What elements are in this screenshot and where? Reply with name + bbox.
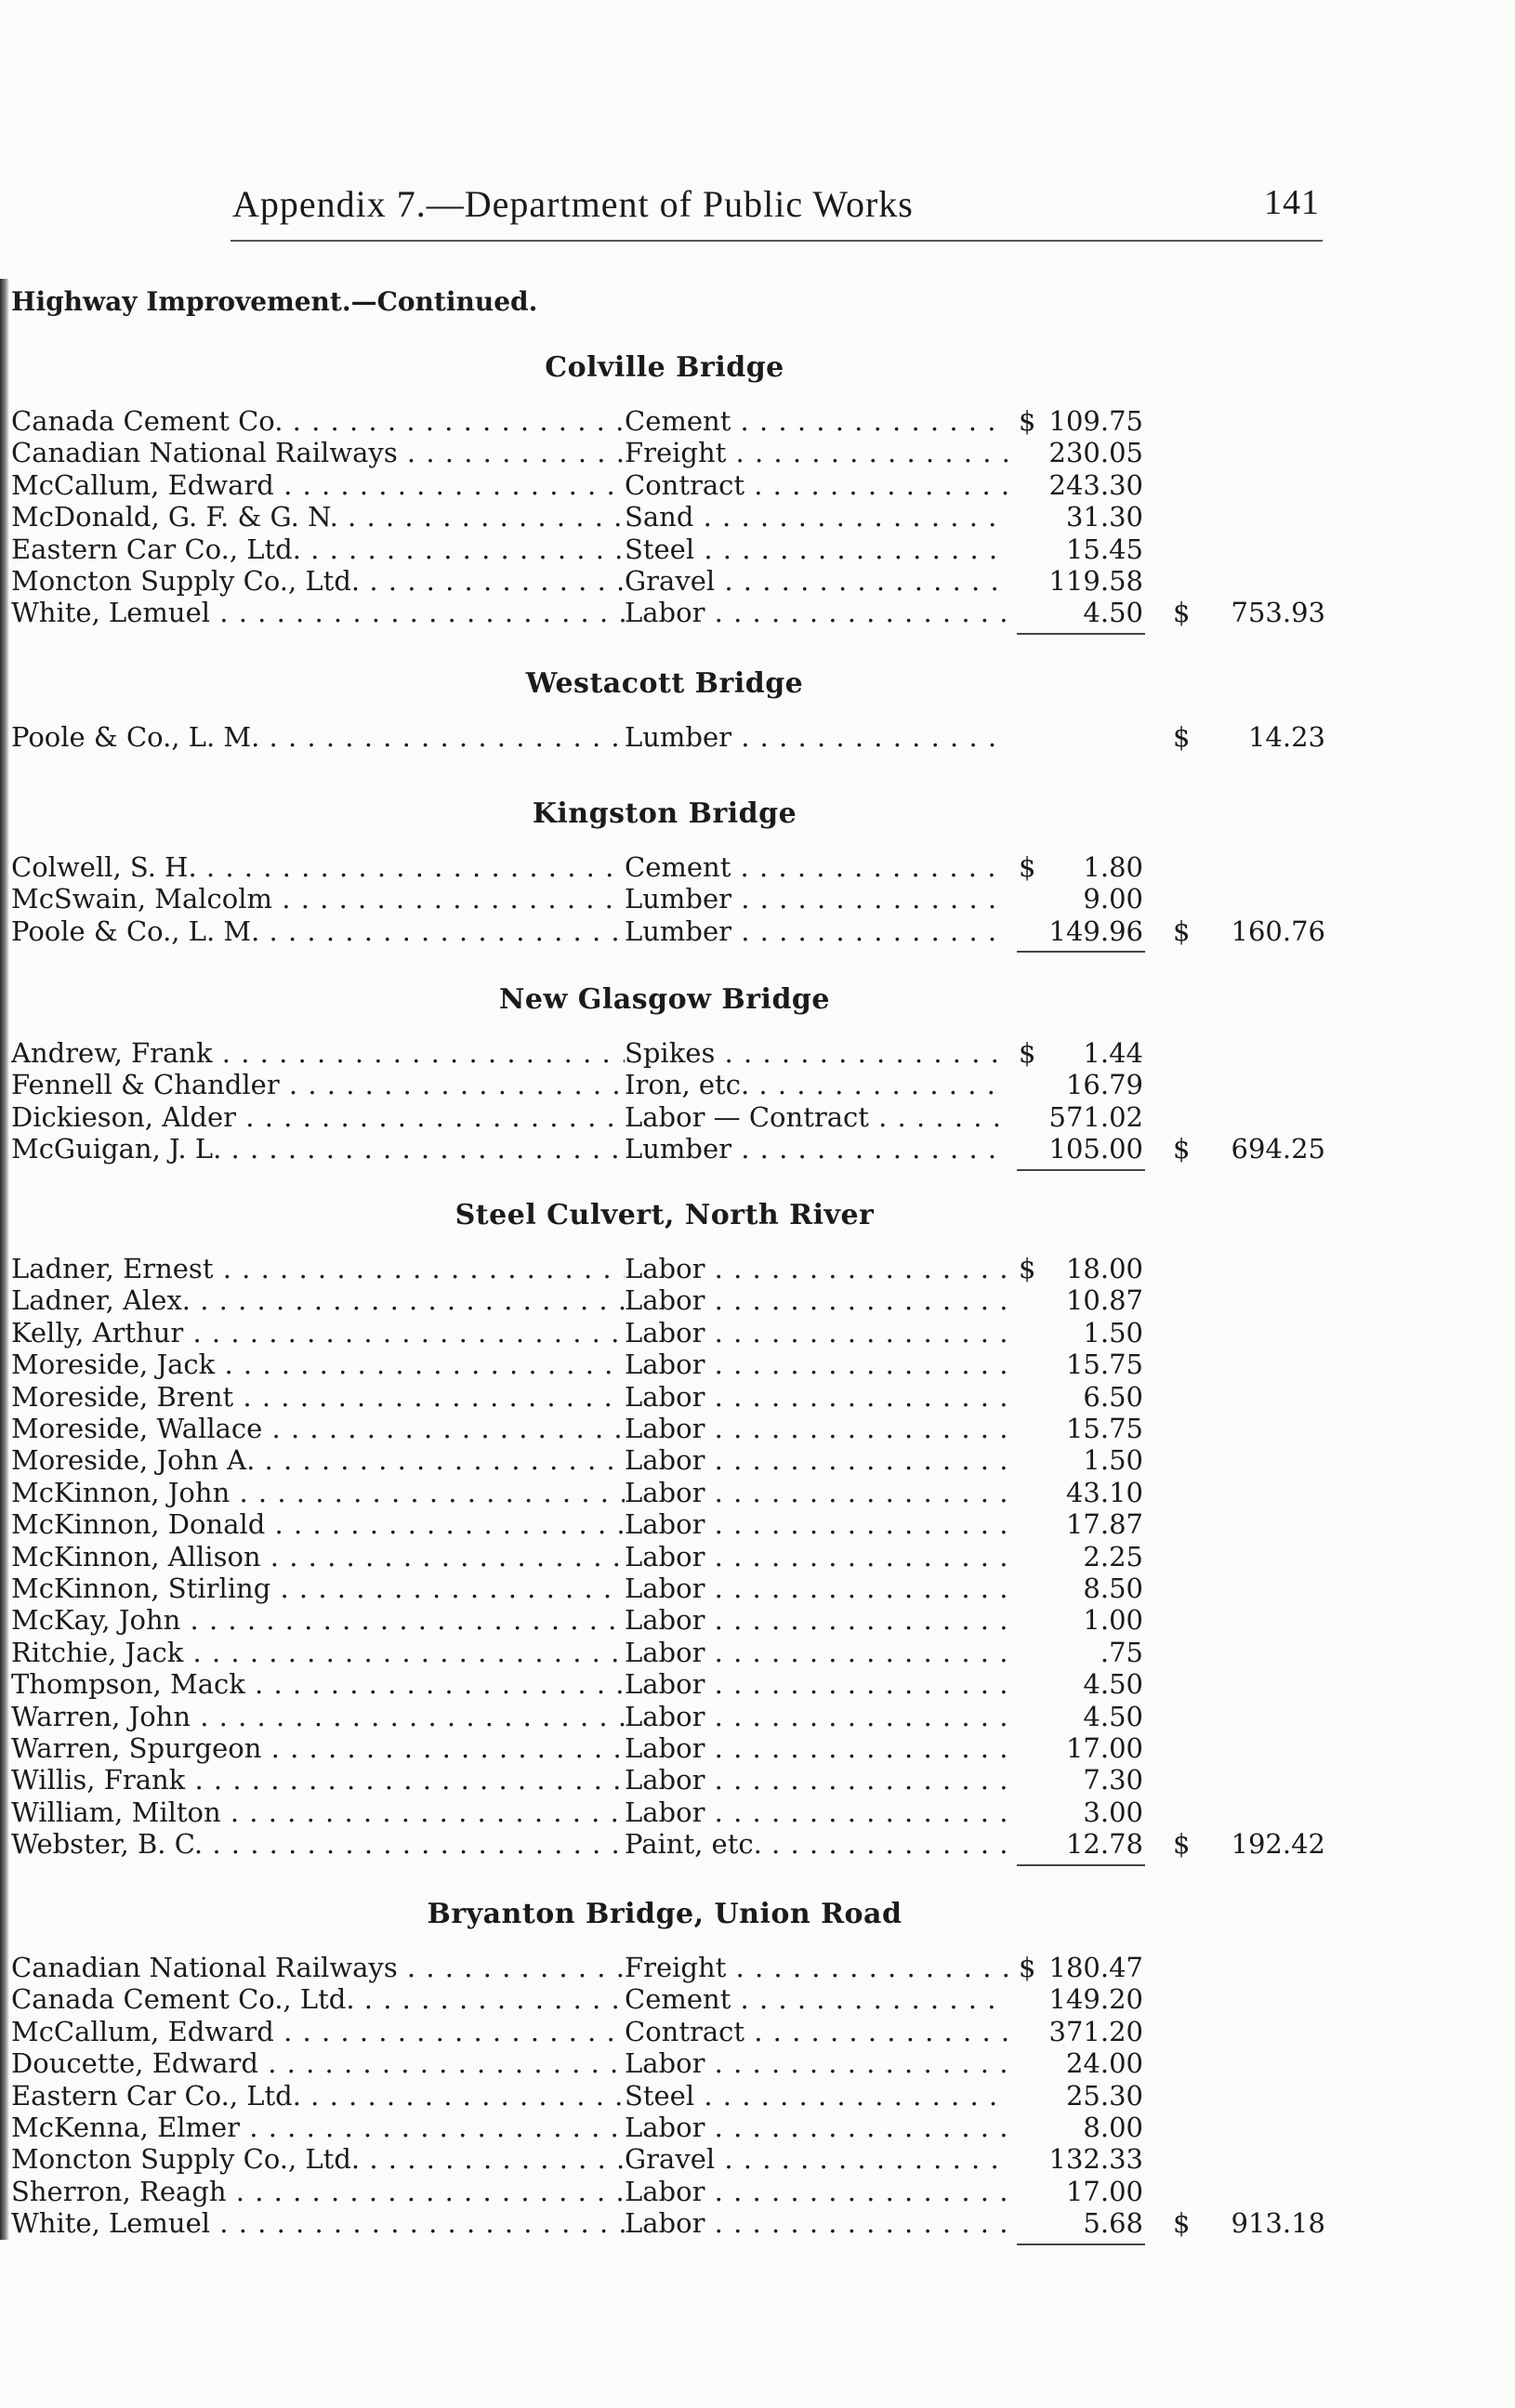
expense-item: Lumber . . . (625, 883, 1008, 915)
expense-item: Freight . . . (625, 1952, 1008, 1983)
currency-sign: $ (1173, 2207, 1191, 2239)
ledger-row (0, 1572, 1515, 1604)
expense-item: Sand . . . (625, 501, 1008, 533)
line-amount: 1.50 (1083, 1444, 1143, 1476)
ledger-row (0, 469, 1515, 501)
subtotal-rule (1017, 1169, 1145, 1171)
ledger-row (0, 2047, 1515, 2079)
line-amount: 4.50 (1083, 1701, 1143, 1732)
ledger-row (0, 1732, 1515, 1764)
payee-name: Moncton Supply Co., Ltd. . . . (11, 2143, 625, 2175)
ledger-row (0, 1952, 1515, 1983)
line-amount: 16.79 (1065, 1069, 1143, 1100)
ledger-row (0, 1284, 1515, 1316)
expense-item: Labor . . . (625, 1477, 1008, 1508)
ledger-row (0, 1037, 1515, 1069)
line-amount: 8.00 (1083, 2112, 1143, 2143)
payee-name: Poole & Co., L. M. . . . (11, 915, 625, 947)
group-total: 694.25 (1231, 1133, 1325, 1165)
payee-name: Kelly, Arthur . . . (11, 1317, 625, 1349)
subtotal-rule (1017, 951, 1145, 953)
group-title: Colville Bridge (545, 351, 784, 384)
payee-name: Canadian National Railways . . . (11, 1952, 625, 1983)
payee-name: Eastern Car Co., Ltd. . . . (11, 2080, 625, 2112)
expense-item: Labor . . . (625, 1796, 1008, 1828)
payee-name: William, Milton . . . (11, 1796, 625, 1828)
line-amount: 230.05 (1048, 437, 1143, 468)
ledger-row (0, 1668, 1515, 1700)
ledger-row (0, 2016, 1515, 2047)
line-amount: 31.30 (1065, 501, 1143, 533)
expense-item: Labor . . . (625, 1701, 1008, 1732)
line-amount: 6.50 (1083, 1381, 1143, 1413)
ledger-row (0, 1796, 1515, 1828)
group-title: New Glasgow Bridge (499, 983, 830, 1016)
expense-item: Labor . . . (625, 1413, 1008, 1444)
group-title: Bryanton Bridge, Union Road (427, 1898, 902, 1930)
currency-sign: $ (1019, 405, 1036, 437)
expense-item: Labor . . . (625, 1604, 1008, 1636)
expense-item: Steel . . . (625, 533, 1008, 565)
group-title: Kingston Bridge (532, 797, 797, 830)
payee-name: White, Lemuel . . . (11, 2207, 625, 2239)
line-amount: 149.20 (1048, 1983, 1143, 2015)
expense-item: Gravel . . . (625, 565, 1008, 597)
ledger-row (0, 2143, 1515, 2175)
ledger-row (0, 597, 1515, 628)
ledger-row (0, 2080, 1515, 2112)
line-amount: 105.00 (1048, 1133, 1143, 1165)
expense-item: Labor . . . (625, 2207, 1008, 2239)
line-amount: 5.68 (1083, 2207, 1143, 2239)
ledger-row (0, 1541, 1515, 1572)
group-total: 14.23 (1247, 721, 1325, 753)
line-amount: 12.78 (1065, 1828, 1143, 1860)
payee-name: Moreside, John A. . . . (11, 1444, 625, 1476)
expense-item: Labor . . . (625, 1284, 1008, 1316)
ledger-row (0, 1413, 1515, 1444)
payee-name: White, Lemuel . . . (11, 597, 625, 628)
payee-name: McKinnon, John . . . (11, 1477, 625, 1508)
payee-name: Warren, Spurgeon . . . (11, 1732, 625, 1764)
group-total: 913.18 (1231, 2207, 1325, 2239)
payee-name: Eastern Car Co., Ltd. . . . (11, 533, 625, 565)
payee-name: McGuigan, J. L. . . . (11, 1133, 625, 1165)
payee-name: McCallum, Edward . . . (11, 469, 625, 501)
ledger-row (0, 1444, 1515, 1476)
line-amount: 132.33 (1048, 2143, 1143, 2175)
line-amount: 24.00 (1065, 2047, 1143, 2079)
running-head (232, 182, 1320, 229)
line-amount: 15.75 (1065, 1349, 1143, 1380)
ledger-row (0, 883, 1515, 915)
expense-item: Labor — Contract . . . (625, 1101, 1008, 1133)
expense-item: Lumber . . . (625, 1133, 1008, 1165)
line-amount: 7.30 (1083, 1764, 1143, 1796)
line-amount: 18.00 (1065, 1253, 1143, 1284)
ledger-row (0, 1604, 1515, 1636)
ledger-row (0, 1349, 1515, 1380)
subtotal-rule (1017, 1864, 1145, 1866)
ledger-row (0, 1508, 1515, 1540)
expense-item: Labor . . . (625, 1732, 1008, 1764)
ledger-row (0, 1101, 1515, 1133)
line-amount: 371.20 (1048, 2016, 1143, 2047)
ledger-row (0, 565, 1515, 597)
expense-item: Spikes . . . (625, 1037, 1008, 1069)
group-total: 192.42 (1231, 1828, 1325, 1860)
ledger-row (0, 437, 1515, 468)
expense-item: Labor . . . (625, 1764, 1008, 1796)
payee-name: Moreside, Jack . . . (11, 1349, 625, 1380)
currency-sign: $ (1019, 1253, 1036, 1284)
expense-item: Freight . . . (625, 437, 1008, 468)
payee-name: Thompson, Mack . . . (11, 1668, 625, 1700)
line-amount: 15.75 (1065, 1413, 1143, 1444)
ledger-row (0, 1253, 1515, 1284)
subtotal-rule (1017, 633, 1145, 635)
line-amount: 2.25 (1083, 1541, 1143, 1572)
payee-name: Canada Cement Co. . . . (11, 405, 625, 437)
payee-name: McCallum, Edward . . . (11, 2016, 625, 2047)
expense-item: Labor . . . (625, 2176, 1008, 2207)
expense-item: Labor . . . (625, 1253, 1008, 1284)
payee-name: Colwell, S. H. . . . (11, 851, 625, 883)
ledger-row (0, 721, 1515, 753)
line-amount: 109.75 (1048, 405, 1143, 437)
payee-name: McKinnon, Stirling . . . (11, 1572, 625, 1604)
line-amount: .75 (1100, 1637, 1143, 1668)
line-amount: 1.44 (1083, 1037, 1143, 1069)
ledger-row (0, 1133, 1515, 1165)
line-amount: 10.87 (1065, 1284, 1143, 1316)
currency-sign: $ (1173, 1133, 1191, 1165)
expense-item: Labor . . . (625, 2047, 1008, 2079)
payee-name: Moreside, Brent . . . (11, 1381, 625, 1413)
line-amount: 8.50 (1083, 1572, 1143, 1604)
line-amount: 1.00 (1083, 1604, 1143, 1636)
line-amount: 119.58 (1048, 565, 1143, 597)
currency-sign: $ (1173, 915, 1191, 947)
payee-name: Poole & Co., L. M. . . . (11, 721, 625, 753)
currency-sign: $ (1019, 851, 1036, 883)
currency-sign: $ (1019, 1037, 1036, 1069)
group-title: Westacott Bridge (525, 667, 804, 700)
payee-name: McDonald, G. F. & G. N. . . . (11, 501, 625, 533)
ledger-row (0, 1381, 1515, 1413)
group-total: 753.93 (1231, 597, 1325, 628)
ledger-row (0, 2207, 1515, 2239)
section-heading: Highway Improvement.—Continued. (11, 286, 538, 317)
page-number: 141 (1264, 183, 1320, 222)
ledger-row (0, 1069, 1515, 1100)
payee-name: McKinnon, Donald . . . (11, 1508, 625, 1540)
expense-item: Cement . . . (625, 1983, 1008, 2015)
line-amount: 149.96 (1048, 915, 1143, 947)
expense-item: Iron, etc. . . . (625, 1069, 1008, 1100)
expense-item: Cement . . . (625, 851, 1008, 883)
line-amount: 25.30 (1065, 2080, 1143, 2112)
expense-item: Labor . . . (625, 1637, 1008, 1668)
payee-name: Ladner, Alex. . . . (11, 1284, 625, 1316)
payee-name: McKay, John . . . (11, 1604, 625, 1636)
expense-item: Lumber . . . (625, 915, 1008, 947)
expense-item: Labor . . . (625, 597, 1008, 628)
group-title: Steel Culvert, North River (454, 1199, 875, 1231)
ledger-row (0, 1764, 1515, 1796)
ledger-row (0, 915, 1515, 947)
payee-name: Ladner, Ernest . . . (11, 1253, 625, 1284)
line-amount: 15.45 (1065, 533, 1143, 565)
payee-name: Fennell & Chandler . . . (11, 1069, 625, 1100)
ledger-row (0, 533, 1515, 565)
currency-sign: $ (1019, 1952, 1036, 1983)
line-amount: 4.50 (1083, 597, 1143, 628)
expense-item: Labor . . . (625, 1381, 1008, 1413)
payee-name: Doucette, Edward . . . (11, 2047, 625, 2079)
currency-sign: $ (1173, 1828, 1191, 1860)
page-title: Appendix 7.—Department of Public Works (232, 183, 914, 225)
line-amount: 1.80 (1083, 851, 1143, 883)
group-total: 160.76 (1231, 915, 1325, 947)
payee-name: Willis, Frank . . . (11, 1764, 625, 1796)
payee-name: Moncton Supply Co., Ltd. . . . (11, 565, 625, 597)
line-amount: 17.00 (1065, 1732, 1143, 1764)
line-amount: 3.00 (1083, 1796, 1143, 1828)
expense-item: Labor . . . (625, 1572, 1008, 1604)
ledger-row (0, 501, 1515, 533)
ledger-row (0, 2176, 1515, 2207)
expense-item: Labor . . . (625, 1444, 1008, 1476)
ledger-row (0, 2112, 1515, 2143)
line-amount: 43.10 (1065, 1477, 1143, 1508)
payee-name: McKinnon, Allison . . . (11, 1541, 625, 1572)
payee-name: Warren, John . . . (11, 1701, 625, 1732)
ledger-row (0, 405, 1515, 437)
payee-name: McKenna, Elmer . . . (11, 2112, 625, 2143)
line-amount: 1.50 (1083, 1317, 1143, 1349)
line-amount: 180.47 (1048, 1952, 1143, 1983)
expense-item: Contract . . . (625, 2016, 1008, 2047)
payee-name: Webster, B. C. . . . (11, 1828, 625, 1860)
expense-item: Steel . . . (625, 2080, 1008, 2112)
subtotal-rule (1017, 2244, 1145, 2245)
line-amount: 17.00 (1065, 2176, 1143, 2207)
ledger-row (0, 1317, 1515, 1349)
ledger-row (0, 851, 1515, 883)
currency-sign: $ (1173, 721, 1191, 753)
expense-item: Contract . . . (625, 469, 1008, 501)
payee-name: Ritchie, Jack . . . (11, 1637, 625, 1668)
payee-name: Moreside, Wallace . . . (11, 1413, 625, 1444)
ledger-row (0, 1701, 1515, 1732)
line-amount: 17.87 (1065, 1508, 1143, 1540)
header-rule (231, 240, 1323, 242)
expense-item: Labor . . . (625, 1349, 1008, 1380)
expense-item: Paint, etc. . . . (625, 1828, 1008, 1860)
payee-name: Canadian National Railways . . . (11, 437, 625, 468)
line-amount: 4.50 (1083, 1668, 1143, 1700)
expense-item: Gravel . . . (625, 2143, 1008, 2175)
payee-name: Canada Cement Co., Ltd. . . . (11, 1983, 625, 2015)
expense-item: Lumber . . . (625, 721, 1008, 753)
line-amount: 243.30 (1048, 469, 1143, 501)
ledger-row (0, 1828, 1515, 1860)
payee-name: Andrew, Frank . . . (11, 1037, 625, 1069)
ledger-row (0, 1477, 1515, 1508)
payee-name: McSwain, Malcolm . . . (11, 883, 625, 915)
expense-item: Labor . . . (625, 1541, 1008, 1572)
expense-item: Cement . . . (625, 405, 1008, 437)
expense-item: Labor . . . (625, 1508, 1008, 1540)
currency-sign: $ (1173, 597, 1191, 628)
payee-name: Dickieson, Alder . . . (11, 1101, 625, 1133)
ledger-row (0, 1637, 1515, 1668)
line-amount: 571.02 (1048, 1101, 1143, 1133)
ledger-row (0, 1983, 1515, 2015)
expense-item: Labor . . . (625, 1668, 1008, 1700)
expense-item: Labor . . . (625, 1317, 1008, 1349)
payee-name: Sherron, Reagh . . . (11, 2176, 625, 2207)
line-amount: 9.00 (1083, 883, 1143, 915)
expense-item: Labor . . . (625, 2112, 1008, 2143)
